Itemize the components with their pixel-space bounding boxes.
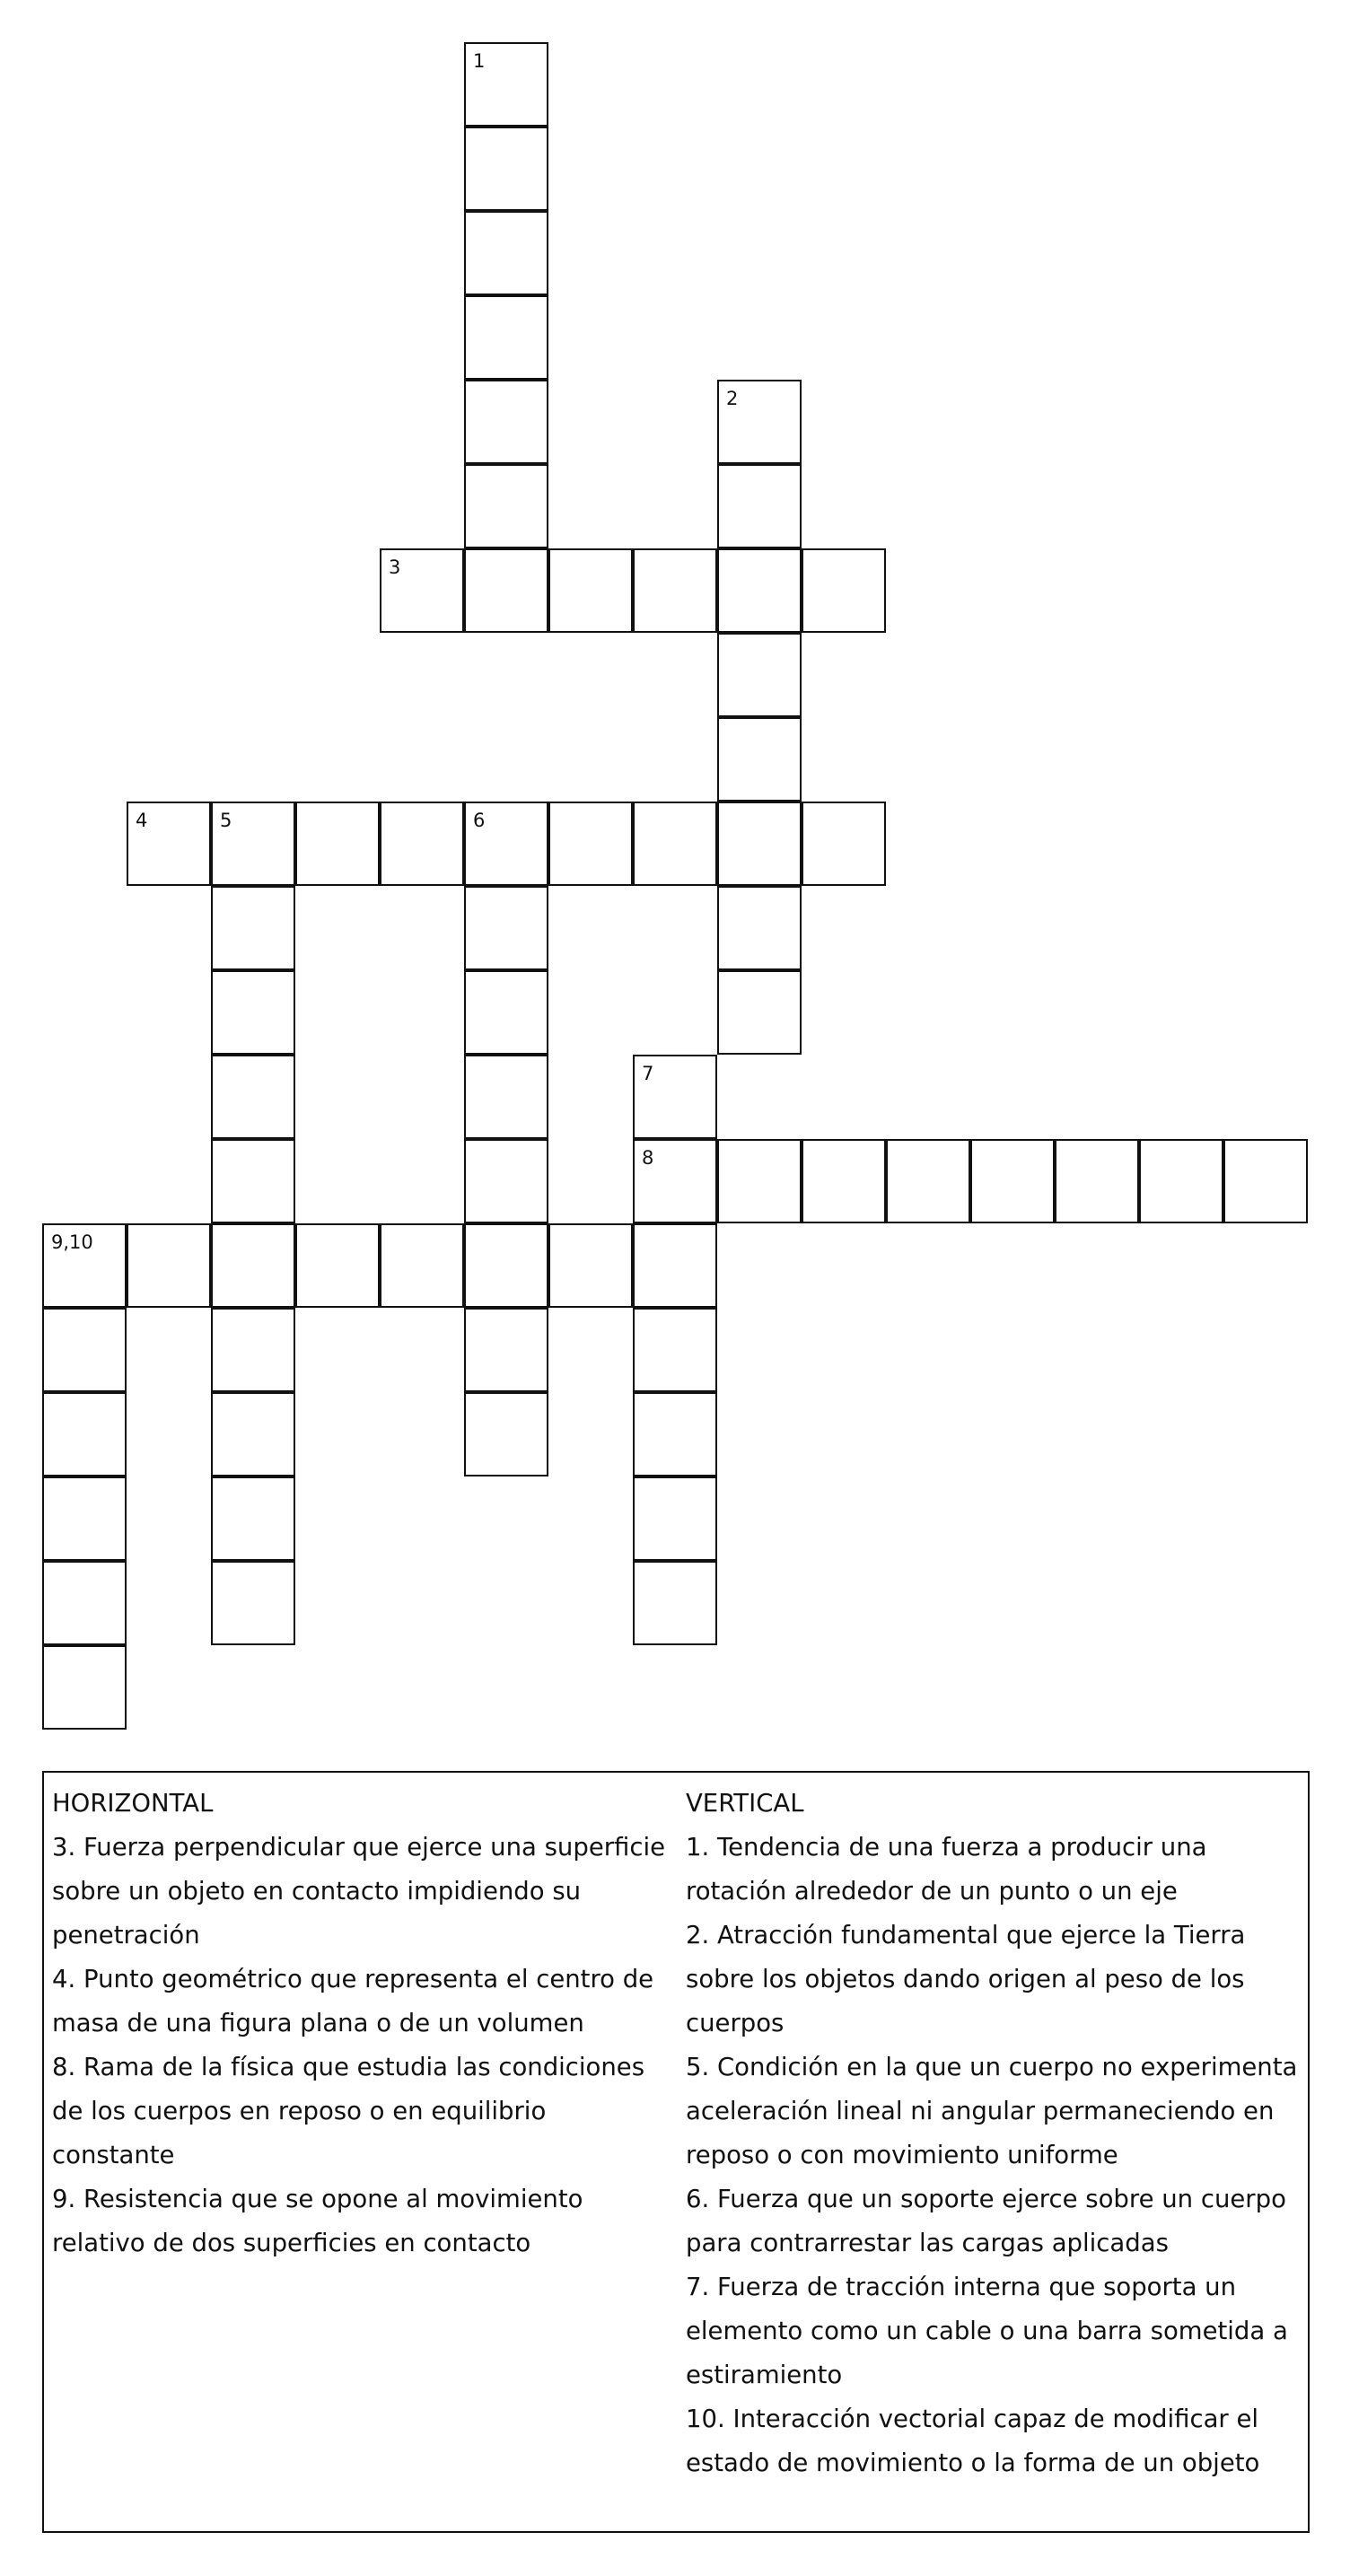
crossword-cell[interactable] [464,295,548,380]
crossword-cell[interactable] [717,886,802,970]
crossword-cell[interactable] [42,1392,127,1476]
crossword-cell[interactable] [464,970,548,1055]
vertical-clue: 6. Fuerza que un soporte ejerce sobre un cuerpo para contrarrestar las cargas aplicadas [686,2185,1286,2257]
crossword-cell[interactable] [633,1476,717,1561]
crossword-cell[interactable] [633,1223,717,1308]
horizontal-clue: 9. Resistencia que se opone al movimiento relativo de dos superficies en contacto [52,2185,583,2257]
clue-number: 2 [726,388,739,409]
crossword-cell[interactable] [464,802,548,886]
crossword-cell[interactable] [633,1308,717,1392]
crossword-cell[interactable] [1055,1139,1139,1223]
clue-number: 7 [642,1063,654,1084]
crossword-cell[interactable] [380,548,464,633]
crossword-cell[interactable] [802,548,886,633]
clue-number: 1 [473,50,486,72]
crossword-cell[interactable] [211,1139,295,1223]
crossword-cell[interactable] [717,802,802,886]
vertical-clue: 1. Tendencia de una fuerza a producir una rotación alrededor de un punto o un eje [686,1833,1207,1906]
crossword-cell[interactable] [717,633,802,717]
clue-number: 8 [642,1147,654,1169]
vertical-clue: 5. Condición en la que un cuerpo no experimenta aceleración lineal ni angular permaneciendo en reposo o con movimiento uniforme [686,2053,1298,2169]
crossword-cell[interactable] [633,548,717,633]
crossword-cell[interactable] [464,1308,548,1392]
crossword-cell[interactable] [211,886,295,970]
crossword-cell[interactable] [548,802,633,886]
vertical-clue: 7. Fuerza de tracción interna que soporta un elemento como un cable o una barra sometida a estiramiento [686,2273,1288,2389]
vertical-heading: VERTICAL [686,1789,804,1818]
clues-box [42,1771,1310,2533]
crossword-cell[interactable] [380,802,464,886]
clue-number: 3 [389,556,401,578]
horizontal-clue: 4. Punto geométrico que representa el centro de masa de una figura plana o de un volumen [52,1965,654,2037]
crossword-cell[interactable] [886,1139,970,1223]
crossword-cell[interactable] [802,802,886,886]
crossword-cell[interactable] [211,1223,295,1308]
crossword-cell[interactable] [633,1392,717,1476]
crossword-cell[interactable] [633,1139,717,1223]
crossword-cell[interactable] [127,1223,211,1308]
horizontal-clues [52,1782,671,2265]
vertical-clue: 2. Atracción fundamental que ejerce la Tierra sobre los objetos dando origen al peso de los cuerpos [686,1921,1246,2037]
clue-number: 4 [136,810,148,831]
crossword-cell[interactable] [464,1139,548,1223]
horizontal-clue: 3. Fuerza perpendicular que ejerce una superficie sobre un objeto en contacto impidiendo su penetración [52,1833,666,1950]
crossword-cell[interactable] [295,802,380,886]
crossword-cell[interactable] [970,1139,1055,1223]
crossword-cell[interactable] [717,970,802,1055]
crossword-cell[interactable] [464,548,548,633]
crossword-cell[interactable] [1223,1139,1308,1223]
crossword-cell[interactable] [633,1561,717,1645]
crossword-cell[interactable] [42,1645,127,1730]
horizontal-heading: HORIZONTAL [52,1789,214,1818]
crossword-cell[interactable] [211,970,295,1055]
vertical-clue: 10. Interacción vectorial capaz de modificar el estado de movimiento o la forma de un objeto [686,2405,1260,2477]
crossword-cell[interactable] [464,42,548,127]
crossword-cell[interactable] [211,802,295,886]
crossword-cell[interactable] [717,717,802,802]
crossword-cell[interactable] [633,802,717,886]
crossword-cell[interactable] [464,1223,548,1308]
crossword-cell[interactable] [211,1476,295,1561]
crossword-cell[interactable] [464,1392,548,1476]
crossword-cell[interactable] [1139,1139,1223,1223]
crossword-cell[interactable] [211,1055,295,1139]
horizontal-clue: 8. Rama de la física que estudia las condiciones de los cuerpos en reposo o en equilibrio constante [52,2053,645,2169]
crossword-cell[interactable] [717,1139,802,1223]
crossword-cell[interactable] [211,1392,295,1476]
crossword-cell[interactable] [464,211,548,295]
crossword-cell[interactable] [211,1308,295,1392]
crossword-cell[interactable] [295,1223,380,1308]
crossword-cell[interactable] [548,1223,633,1308]
crossword-cell[interactable] [548,548,633,633]
crossword-cell[interactable] [464,1055,548,1139]
crossword-cell[interactable] [464,127,548,211]
crossword-cell[interactable] [380,1223,464,1308]
crossword-cell[interactable] [127,802,211,886]
clue-number: 5 [220,810,232,831]
crossword-cell[interactable] [464,464,548,548]
crossword-cell[interactable] [42,1561,127,1645]
clue-number: 6 [473,810,486,831]
crossword-cell[interactable] [717,464,802,548]
crossword-cell[interactable] [717,380,802,464]
vertical-clues [686,1782,1305,2485]
crossword-cell[interactable] [464,380,548,464]
clue-number: 9,10 [51,1231,93,1253]
crossword-cell[interactable] [42,1223,127,1308]
crossword-cell[interactable] [633,1055,717,1139]
crossword-cell[interactable] [464,886,548,970]
crossword-cell[interactable] [802,1139,886,1223]
crossword-cell[interactable] [211,1561,295,1645]
crossword-cell[interactable] [42,1476,127,1561]
crossword-cell[interactable] [42,1308,127,1392]
crossword-cell[interactable] [717,548,802,633]
